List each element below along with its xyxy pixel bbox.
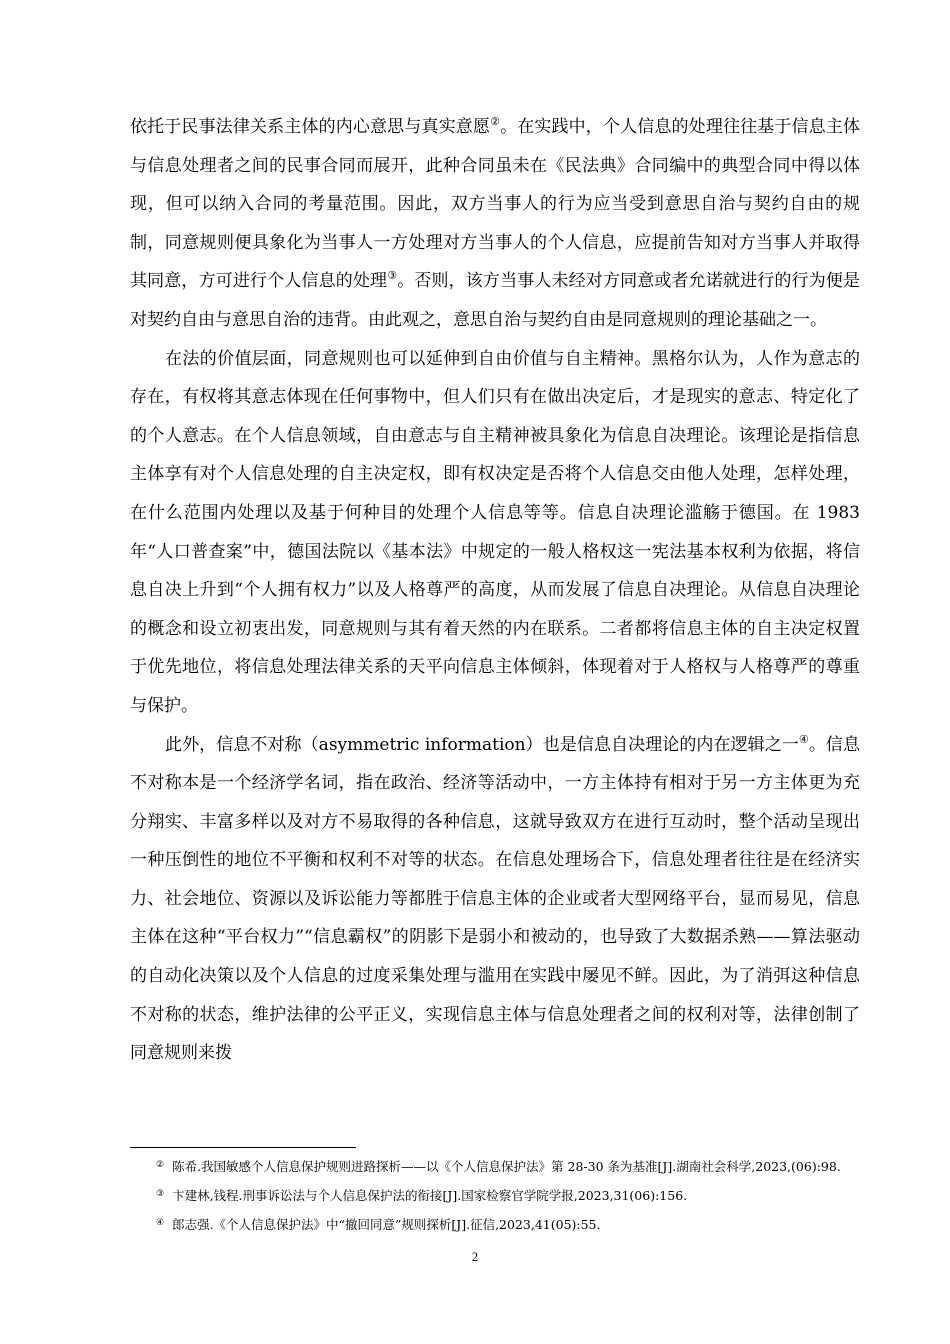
footnote-ref-4[interactable]: ④ bbox=[798, 732, 809, 746]
footnote-ref-2[interactable]: ② bbox=[490, 115, 501, 128]
page-number: 2 bbox=[471, 1250, 479, 1264]
text-run: 此外，信息不对称（asymmetric information）也是信息自决理论的内在逻辑之一 bbox=[165, 734, 799, 755]
footnote-text: 卞建林,钱程.刑事诉讼法与个人信息保护法的衔接[J].国家检察官学院学报,2023,31(06):156. bbox=[172, 1188, 688, 1203]
footnote-ref-3[interactable]: ③ bbox=[387, 269, 398, 283]
text-run: 。信息不对称本是一个经济学名词，指在政治、经济等活动中，一方主体持有相对于另一方主体更为充分翔实、丰富多样以及对方不易取得的各种信息，这就导致双方在进行互动时，整个活动呈现出一种压倒性的地位不平衡和权利不对等的状态。在信息处理场合下，信息处理者往往是在经济实力、社会地位、资源以及诉讼能力等都胜于信息主体的企业或者大型网络平台，显而易见，信息主体在这种“平台权力”“信息霸权”的阴影下是弱小和被动的，也导致了大数据杀熟——算法驱动的自动化决策以及个人信息的过度采集处理与滥用在实践中屡见不鲜。因此，为了消弭这种信息不对称的状态，维护法律的公平正义，实现信息主体与信息处理者之间的权利对等，法律创制了同意规则来拨 bbox=[130, 734, 860, 1064]
footnote-mark: ④ bbox=[156, 1218, 165, 1228]
paragraph-2 bbox=[130, 340, 860, 726]
footnote-4 bbox=[130, 1214, 860, 1236]
text-run: 。在实践中，个人信息的处理往往基于信息主体与信息处理者之间的民事合同而展开，此种合同虽未在《民法典》合同编中的典型合同中得以体现，但可以纳入合同的考量范围。因此，双方当事人的行为应当受到意思自治与契约自由的规制，同意规则便具象化为当事人一方处理对方当事人的个人信息，应提前告知对方当事人并取得其同意，方可进行个人信息的处理 bbox=[130, 117, 860, 292]
footnotes bbox=[130, 1156, 860, 1243]
footnote-mark: ③ bbox=[156, 1189, 165, 1199]
footnote-2 bbox=[130, 1156, 860, 1178]
paragraph-1 bbox=[130, 108, 860, 340]
text-run: 在法的价值层面，同意规则也可以延伸到自由价值与自主精神。黑格尔认为，人作为意志的存在，有权将其意志体现在任何事物中，但人们只有在做出决定后，才是现实的意志、特定化了的个人意志。在个人信息领域，自由意志与自主精神被具象化为信息自决理论。该理论是指信息主体享有对个人信息处理的自主决定权，即有权决定是否将个人信息交由他人处理，怎样处理，在什么范围内处理以及基于何种目的处理个人信息等等。信息自决理论滥觞于德国。在 1983 年“人口普查案”中，德国法院以《基本法》中规定的一般人格权这一宪法基本权利为依据，将信息自决上升到“个人拥有权力”以及人格尊严的高度，从而发展了信息自决理论。从信息自决理论的概念和设立初衷出发，同意规则与其有着天然的内在联系。二者都将信息主体的自主决定权置于优先地位，将信息处理法律关系的天平向信息主体倾斜，体现着对于人格权与人格尊严的尊重与保护。 bbox=[130, 348, 860, 716]
footnote-text: 郎志强.《个人信息保护法》中“撤回同意”规则探析[J].征信,2023,41(05):55. bbox=[172, 1217, 601, 1232]
paragraph-3 bbox=[130, 726, 860, 1073]
footnote-separator bbox=[130, 1147, 356, 1148]
text-run: 依托于民事法律关系主体的内心意思与真实意愿 bbox=[130, 117, 491, 137]
footnote-mark: ② bbox=[156, 1160, 165, 1170]
footnote-text: 陈希.我国敏感个人信息保护规则进路探析——以《个人信息保护法》第 28-30 条为基准[J].湖南社会科学,2023,(06):98. bbox=[172, 1159, 841, 1174]
text-run: 。否则，该方当事人未经对方同意或者允诺就进行的行为便是对契约自由与意思自治的违背。由此观之，意思自治与契约自由是同意规则的理论基础之一。 bbox=[130, 271, 860, 330]
body-text bbox=[130, 108, 860, 1073]
footnote-3 bbox=[130, 1185, 860, 1207]
